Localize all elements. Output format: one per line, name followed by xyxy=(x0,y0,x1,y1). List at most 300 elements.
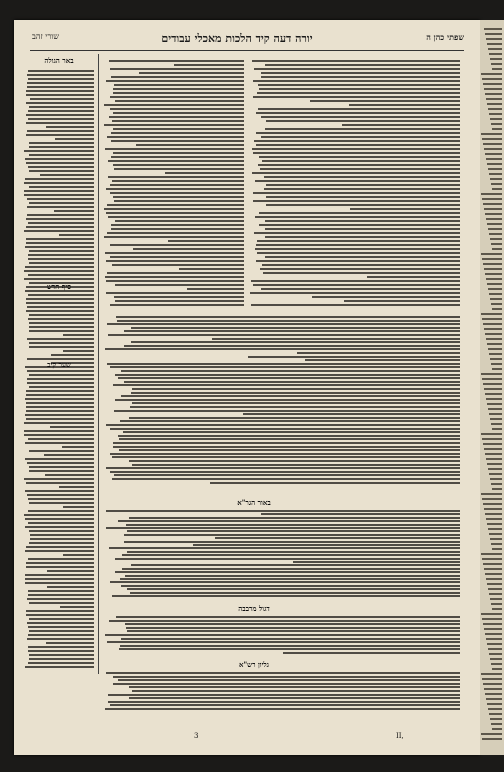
edge-text-line xyxy=(484,628,502,630)
text-line xyxy=(26,390,94,392)
text-line xyxy=(25,442,94,444)
text-line xyxy=(27,494,94,496)
text-line xyxy=(110,471,460,473)
text-line xyxy=(266,196,460,198)
text-line xyxy=(117,320,460,322)
text-line xyxy=(124,345,460,347)
text-line xyxy=(259,156,460,158)
edge-text-line xyxy=(481,493,502,495)
edge-text-line xyxy=(485,393,502,395)
text-line xyxy=(59,486,94,488)
text-line xyxy=(130,592,460,594)
text-line xyxy=(266,204,460,206)
page-number-right: II, xyxy=(396,732,404,740)
text-line xyxy=(27,462,94,464)
edge-text-line xyxy=(487,223,502,225)
text-line xyxy=(125,623,460,625)
text-line xyxy=(106,212,244,214)
text-line xyxy=(25,178,94,180)
edge-text-line xyxy=(482,618,502,620)
edge-text-line xyxy=(489,293,502,295)
text-line xyxy=(24,514,94,516)
text-line xyxy=(24,478,94,480)
edge-text-line xyxy=(481,253,502,255)
text-line xyxy=(29,146,94,148)
edge-text-line xyxy=(485,93,502,95)
edge-text-line xyxy=(482,318,502,320)
text-line xyxy=(111,228,244,230)
text-line xyxy=(255,180,460,182)
text-line xyxy=(255,216,460,218)
text-line xyxy=(29,630,94,632)
text-line xyxy=(24,194,94,196)
text-line xyxy=(265,220,460,222)
text-line xyxy=(30,534,94,536)
text-line xyxy=(26,406,94,408)
text-line xyxy=(105,634,460,636)
text-line xyxy=(28,646,94,648)
text-line xyxy=(55,138,94,140)
text-line xyxy=(264,188,460,190)
edge-text-line xyxy=(481,193,502,195)
text-line xyxy=(25,578,94,580)
edge-text-line xyxy=(488,228,502,230)
page-number-left: 3 xyxy=(194,732,199,740)
text-line xyxy=(115,220,244,222)
text-line xyxy=(127,630,460,632)
text-line xyxy=(26,218,94,220)
text-line xyxy=(132,690,460,692)
text-line xyxy=(105,276,244,278)
edge-text-line xyxy=(481,133,502,135)
text-line xyxy=(114,474,460,476)
header-title: יורה דעה קיד הלכות מאכלי עבודים xyxy=(161,32,313,45)
text-line xyxy=(124,541,460,543)
edge-text-line xyxy=(484,28,502,30)
text-line xyxy=(25,246,94,248)
text-line xyxy=(63,350,94,352)
section-title-gilyon: גליון רש"א xyxy=(239,660,269,669)
text-line xyxy=(258,164,460,166)
text-line xyxy=(115,300,244,302)
text-line xyxy=(29,322,94,324)
text-line xyxy=(260,168,460,170)
text-line xyxy=(293,561,460,563)
edge-text-line xyxy=(484,328,502,330)
text-line xyxy=(29,250,94,252)
text-line xyxy=(119,648,460,650)
edge-text-line xyxy=(490,238,502,240)
edge-text-line xyxy=(485,273,502,275)
text-line xyxy=(26,302,94,304)
text-line xyxy=(44,454,94,456)
edge-text-line xyxy=(481,373,502,375)
text-line xyxy=(253,200,460,202)
text-line xyxy=(27,198,94,200)
text-line xyxy=(50,426,94,428)
text-line xyxy=(47,586,94,588)
edge-text-line xyxy=(489,53,502,55)
text-line xyxy=(104,124,244,126)
edge-text-line xyxy=(482,438,502,440)
text-line xyxy=(118,679,460,681)
edge-text-line xyxy=(484,88,502,90)
text-line xyxy=(254,232,460,234)
text-line xyxy=(106,672,460,674)
text-line xyxy=(210,482,460,484)
text-line xyxy=(111,140,244,142)
text-line xyxy=(27,638,94,640)
edge-text-line xyxy=(481,733,502,735)
edge-text-line xyxy=(490,298,502,300)
text-line xyxy=(29,466,94,468)
text-line xyxy=(367,276,460,278)
text-line xyxy=(26,482,94,484)
text-line xyxy=(193,544,460,546)
edge-text-line xyxy=(488,648,502,650)
edge-text-line xyxy=(491,423,502,425)
text-line xyxy=(46,126,94,128)
edge-text-line xyxy=(481,433,502,435)
edge-text-line xyxy=(488,348,502,350)
edge-text-line xyxy=(484,568,502,570)
edge-text-line xyxy=(482,198,502,200)
text-line xyxy=(168,240,244,242)
edge-text-line xyxy=(482,738,502,740)
text-line xyxy=(108,216,244,218)
text-line xyxy=(261,288,460,290)
text-line xyxy=(265,228,460,230)
text-line xyxy=(110,184,244,186)
text-line xyxy=(349,104,460,106)
text-line xyxy=(113,128,244,130)
edge-text-line xyxy=(487,463,502,465)
text-line xyxy=(29,330,94,332)
text-line xyxy=(122,568,460,570)
text-line xyxy=(109,620,460,622)
edge-text-line xyxy=(489,233,502,235)
text-line xyxy=(129,417,460,419)
text-line xyxy=(257,92,460,94)
text-line xyxy=(28,254,94,256)
text-line xyxy=(27,598,94,600)
header-left: שורי זהב xyxy=(32,32,59,41)
text-line xyxy=(29,154,94,156)
text-line xyxy=(54,210,94,212)
text-line xyxy=(248,356,460,358)
edge-text-line xyxy=(487,163,502,165)
text-line xyxy=(29,326,94,328)
edge-text-line xyxy=(485,573,502,575)
text-line xyxy=(27,370,94,372)
edge-text-line xyxy=(487,403,502,405)
section-title-dagul: דגול מרבבה xyxy=(238,604,270,613)
lower-commentary-block xyxy=(104,316,460,486)
edge-text-line xyxy=(492,368,502,370)
text-line xyxy=(132,464,460,466)
edge-text-line xyxy=(490,598,502,600)
edge-text-line xyxy=(483,443,502,445)
text-line xyxy=(252,148,460,150)
text-line xyxy=(45,474,94,476)
text-line xyxy=(107,641,460,643)
text-line xyxy=(132,402,460,404)
text-line xyxy=(116,616,460,618)
text-line xyxy=(28,662,94,664)
text-line xyxy=(28,594,94,596)
text-line xyxy=(254,68,460,70)
edge-text-line xyxy=(483,563,502,565)
text-line xyxy=(131,564,460,566)
text-line xyxy=(27,378,94,380)
text-line xyxy=(265,128,460,130)
edge-text-line xyxy=(485,453,502,455)
text-line xyxy=(26,102,94,104)
edge-text-line xyxy=(483,83,502,85)
edge-text-line xyxy=(492,68,502,70)
text-line xyxy=(28,522,94,524)
text-line xyxy=(283,652,460,654)
edge-text-line xyxy=(489,173,502,175)
edge-text-line xyxy=(491,243,502,245)
edge-text-line xyxy=(492,668,502,670)
text-line xyxy=(24,150,94,152)
text-line xyxy=(118,520,460,522)
text-line xyxy=(25,158,94,160)
text-line xyxy=(29,170,94,172)
text-line xyxy=(262,264,460,266)
text-line xyxy=(115,100,244,102)
edge-text-line xyxy=(489,653,502,655)
edge-text-line xyxy=(490,478,502,480)
text-line xyxy=(252,172,460,174)
text-line xyxy=(310,100,460,102)
text-line xyxy=(124,381,460,383)
edge-text-line xyxy=(486,458,502,460)
edge-text-line xyxy=(491,483,502,485)
text-line xyxy=(110,366,460,368)
text-line xyxy=(215,537,460,539)
text-line xyxy=(110,192,244,194)
edge-text-line xyxy=(486,38,502,40)
text-line xyxy=(259,212,460,214)
text-line xyxy=(25,582,94,584)
text-line xyxy=(28,78,94,80)
text-line xyxy=(124,534,460,536)
text-line xyxy=(29,658,94,660)
text-line xyxy=(26,114,94,116)
edge-text-line xyxy=(492,188,502,190)
text-line xyxy=(125,575,460,577)
edge-text-line xyxy=(490,58,502,60)
text-line xyxy=(262,160,460,162)
text-line xyxy=(104,236,244,238)
text-line xyxy=(110,304,244,306)
text-line xyxy=(24,430,94,432)
edge-text-line xyxy=(489,353,502,355)
edge-text-line xyxy=(486,218,502,220)
edge-text-line xyxy=(488,708,502,710)
edge-text-line xyxy=(491,303,502,305)
text-line xyxy=(26,610,94,612)
text-line xyxy=(27,206,94,208)
text-line xyxy=(29,186,94,188)
edge-text-line xyxy=(481,73,502,75)
text-line xyxy=(113,446,460,448)
text-line xyxy=(24,434,94,436)
text-line xyxy=(266,184,460,186)
text-line xyxy=(25,266,94,268)
edge-text-line xyxy=(481,553,502,555)
text-line xyxy=(110,244,244,246)
text-line xyxy=(112,478,460,480)
text-line xyxy=(27,622,94,624)
text-line xyxy=(26,614,94,616)
text-line xyxy=(40,174,94,176)
text-line xyxy=(107,323,460,325)
header-rule xyxy=(30,50,464,51)
header-right: שפתי כהן ה xyxy=(426,32,464,42)
text-line xyxy=(243,413,460,415)
text-line xyxy=(25,666,94,668)
gilyon-block xyxy=(104,672,460,712)
text-line xyxy=(29,342,94,344)
text-line xyxy=(47,570,94,572)
section-title-sifsei: סיף חדש xyxy=(46,282,72,291)
text-line xyxy=(187,288,244,290)
text-line xyxy=(113,196,244,198)
edge-text-line xyxy=(491,183,502,185)
text-line xyxy=(305,359,460,361)
edge-text-line xyxy=(481,673,502,675)
text-line xyxy=(261,136,460,138)
edge-text-line xyxy=(491,63,502,65)
side-column xyxy=(24,70,94,670)
text-line xyxy=(253,192,460,194)
text-line xyxy=(121,395,460,397)
text-line xyxy=(260,268,460,270)
column-divider-left xyxy=(98,54,99,674)
text-line xyxy=(133,248,244,250)
edge-text-line xyxy=(488,108,502,110)
text-line xyxy=(252,60,460,62)
text-line xyxy=(129,460,460,462)
edge-text-line xyxy=(485,153,502,155)
facing-page-edge xyxy=(480,20,504,755)
text-line xyxy=(114,84,244,86)
text-line xyxy=(261,72,460,74)
edge-text-line xyxy=(492,548,502,550)
text-line xyxy=(121,370,460,372)
text-line xyxy=(28,70,94,72)
text-line xyxy=(127,530,460,532)
text-line xyxy=(174,64,244,66)
edge-text-line xyxy=(492,248,502,250)
text-line xyxy=(28,626,94,628)
edge-text-line xyxy=(490,358,502,360)
edge-text-line xyxy=(486,338,502,340)
edge-text-line xyxy=(485,633,502,635)
edge-text-line xyxy=(487,583,502,585)
text-line xyxy=(29,262,94,264)
text-line xyxy=(62,446,94,448)
text-line xyxy=(256,144,460,146)
text-line xyxy=(119,449,460,451)
text-line xyxy=(265,256,460,258)
text-line xyxy=(106,80,244,82)
text-line xyxy=(131,392,460,394)
edge-text-line xyxy=(482,138,502,140)
text-line xyxy=(46,642,94,644)
edge-text-line xyxy=(491,603,502,605)
edge-text-line xyxy=(489,113,502,115)
text-line xyxy=(26,310,94,312)
text-line xyxy=(113,88,244,90)
edge-text-line xyxy=(487,283,502,285)
text-line xyxy=(115,374,460,376)
text-line xyxy=(256,244,460,246)
text-line xyxy=(29,386,94,388)
text-line xyxy=(26,298,94,300)
text-line xyxy=(26,566,94,568)
edge-text-line xyxy=(490,538,502,540)
text-line xyxy=(30,538,94,540)
text-line xyxy=(109,116,244,118)
text-line xyxy=(115,399,460,401)
text-line xyxy=(26,94,94,96)
text-line xyxy=(112,595,460,597)
edge-text-line xyxy=(491,663,502,665)
edge-text-line xyxy=(486,278,502,280)
text-line xyxy=(106,424,460,426)
text-line xyxy=(28,166,94,168)
text-line xyxy=(264,176,460,178)
text-line xyxy=(253,80,460,82)
text-line xyxy=(109,60,244,62)
edge-text-line xyxy=(486,518,502,520)
text-line xyxy=(266,120,460,122)
text-line xyxy=(29,654,94,656)
text-line xyxy=(106,510,460,512)
text-line xyxy=(27,130,94,132)
edge-text-line xyxy=(491,543,502,545)
edge-text-line xyxy=(482,498,502,500)
text-line xyxy=(113,384,460,386)
edge-text-line xyxy=(482,678,502,680)
edge-text-line xyxy=(484,688,502,690)
text-line xyxy=(254,140,460,142)
edge-text-line xyxy=(490,718,502,720)
text-line xyxy=(26,242,94,244)
edge-text-line xyxy=(482,378,502,380)
text-line xyxy=(51,354,94,356)
text-line xyxy=(26,90,94,92)
text-line xyxy=(26,402,94,404)
text-line xyxy=(297,352,460,354)
text-line xyxy=(104,104,244,106)
text-line xyxy=(26,134,94,136)
text-line xyxy=(24,270,94,272)
text-line xyxy=(120,420,460,422)
text-line xyxy=(29,314,94,316)
text-line xyxy=(28,274,94,276)
text-line xyxy=(129,697,460,699)
text-line xyxy=(28,258,94,260)
text-line xyxy=(105,252,244,254)
text-line xyxy=(114,168,244,170)
edge-text-line xyxy=(492,308,502,310)
text-line xyxy=(26,122,94,124)
